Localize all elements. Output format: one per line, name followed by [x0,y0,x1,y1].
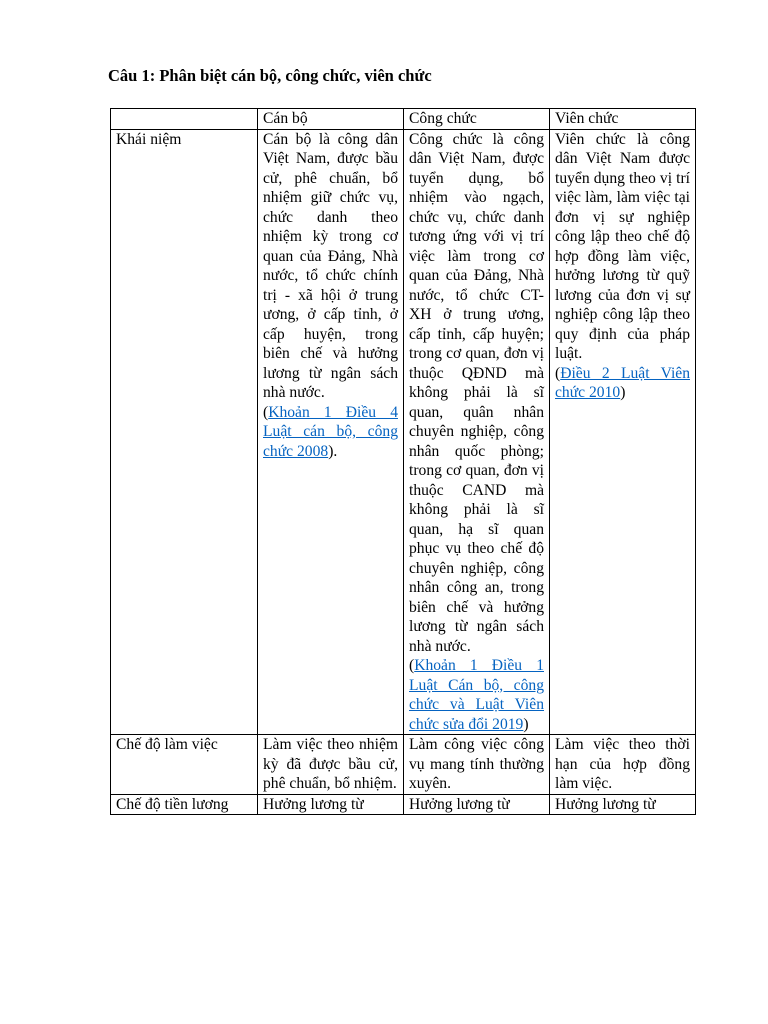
header-cong-chuc: Công chức [404,109,550,130]
definition-text: Cán bộ là công dân Việt Nam, được bầu cử, phê chuẩn, bổ nhiệm giữ chức vụ, chức danh theo nhiệm kỳ trong cơ quan của Đảng, Nhà nước, tổ chức chính trị - xã hội ở trung ương, ở cấp tỉnh, ở cấp huyện, trong biên chế và hưởng lương từ ngân sách nhà nước. [263,130,398,401]
ref-close: ) [620,384,626,401]
row-label-che-do-tien-luong [111,794,258,814]
header-vien-chuc: Viên chức [550,109,696,130]
cell-lam-viec-can-bo: Làm việc theo nhiệm kỳ đã được bầu cử, phê chuẩn, bổ nhiệm. [258,735,404,795]
cell-khai-niem-vien-chuc [550,129,696,735]
cell-text: Hưởng lương từ [555,795,656,813]
law-reference-link[interactable]: Khoản 1 Điều 1 Luật Cán bộ, công chức và Luật Viên chức sửa đổi 2019 [409,657,544,733]
page-title: Câu 1: Phân biệt cán bộ, công chức, viên chức [108,66,432,85]
ref-open: ( [409,657,415,674]
ref-close: ) [523,715,529,733]
definition-text: Công chức là công dân Việt Nam, được tuyển dụng, bổ nhiệm vào ngạch, chức vụ, chức danh tương ứng với vị trí việc làm trong cơ quan của Đảng, Nhà nước, tổ chức CT-XH ở trung ương, cấp tỉnh, cấp huyện; trong cơ quan, đơn vị thuộc QĐND mà không phải là sĩ quan, quân nhân chuyên nghiệp, công nhân quốc phòng; trong cơ quan, đơn vị thuộc CAND mà không phải là sĩ quan, hạ sĩ quan phục vụ theo chế độ chuyên nghiệp, công nhân công an, trong biên chế và hưởng lương từ ngân sách nhà nước. [409,130,544,655]
table-row-khai-niem [111,129,696,735]
row-label-text: Chế độ tiền lương [116,795,229,813]
table-row-che-do-lam-viec [111,735,696,795]
cell-tien-luong-can-bo [258,794,404,814]
row-label-che-do-lam-viec: Chế độ làm việc [111,735,258,795]
comparison-table [110,108,696,815]
table-header-row [111,109,696,130]
cell-text: Hưởng lương từ [409,795,510,813]
table-row-che-do-tien-luong [111,794,696,814]
ref-open: ( [555,364,561,382]
cell-text: Hưởng lương từ [263,795,364,813]
cell-khai-niem-can-bo [258,129,404,735]
ref-close: ). [328,442,338,460]
law-reference-link[interactable]: Điều 2 Luật Viên chức 2010 [555,364,690,401]
cell-lam-viec-vien-chuc: Làm việc theo thời hạn của hợp đồng làm việc. [550,735,696,795]
cell-tien-luong-cong-chuc [404,794,550,814]
ref-open: ( [263,403,269,421]
cell-tien-luong-vien-chuc [550,794,696,814]
header-empty-cell [111,109,258,130]
cell-khai-niem-cong-chuc [404,129,550,735]
law-reference-link[interactable]: Khoản 1 Điều 4 Luật cán bộ, công chức 2008 [263,403,398,460]
header-can-bo: Cán bộ [258,109,404,130]
cell-lam-viec-cong-chuc: Làm công việc công vụ mang tính thường xuyên. [404,735,550,795]
row-label-khai-niem: Khái niệm [111,129,258,735]
definition-text: Viên chức là công dân Việt Nam được tuyển dụng theo vị trí việc làm, làm việc tại đơn vị sự nghiệp công lập theo chế độ hợp đồng làm việc, hưởng lương từ quỹ lương của đơn vị sự nghiệp công lập theo quy định của pháp luật. [555,130,690,362]
